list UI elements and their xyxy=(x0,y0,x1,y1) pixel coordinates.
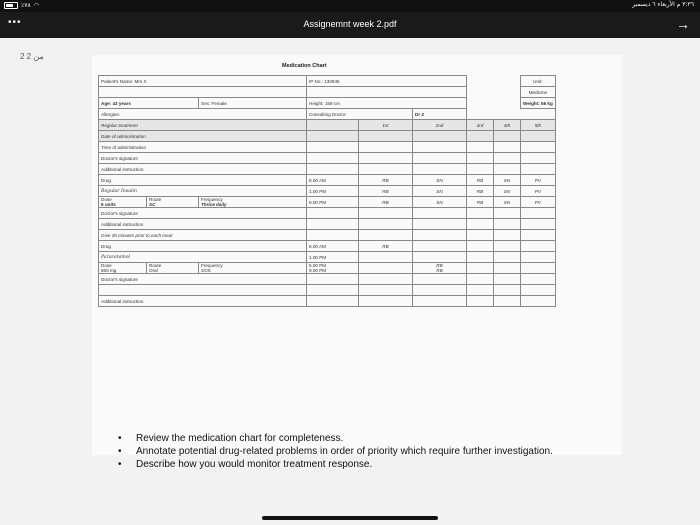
route-cell-1 xyxy=(147,197,199,208)
additional-instruction-2: Additional instruction xyxy=(99,219,307,230)
date-of-administration: Date of administration xyxy=(99,131,307,142)
dose-cell-1 xyxy=(99,197,147,208)
time-1pm: 1.00 PM xyxy=(307,186,359,197)
initial-rb: RB xyxy=(436,268,443,273)
dose-cell-2 xyxy=(99,263,147,274)
route-cell-2 xyxy=(147,263,199,274)
initial-pv: PV xyxy=(521,197,556,208)
dose-label: Dose xyxy=(101,263,112,268)
initial-pv: PV xyxy=(521,186,556,197)
additional-instruction-1: Additional instruction xyxy=(99,164,307,175)
initial-pv: PV xyxy=(521,175,556,186)
day-1: 1st xyxy=(359,120,413,131)
initial-rb: RB xyxy=(359,197,413,208)
wifi-icon: ◠ xyxy=(33,2,39,9)
drug-label-2: Drug xyxy=(99,241,307,252)
patient-age: Age: 43 years xyxy=(99,98,199,109)
battery-percent: ٪٧٨ xyxy=(21,2,31,9)
route-value: Oral xyxy=(149,268,158,273)
instruction-text: Give 30 minutes prior to each meal xyxy=(99,230,307,241)
doctors-signature-1: Doctor's signature xyxy=(99,153,307,164)
unit-label: Unit: xyxy=(521,76,556,87)
title-bar xyxy=(0,12,700,38)
medication-chart-table xyxy=(98,75,556,307)
drug-2-name: Paracetamol xyxy=(99,252,307,263)
regular-treatment: Regular treatment xyxy=(99,120,307,131)
time-8am: 8.00 AM xyxy=(307,241,359,252)
consulting-doctor: Consulting Doctor: xyxy=(307,109,413,120)
battery-icon xyxy=(4,2,18,9)
frequency-label: Frequency xyxy=(201,263,223,268)
more-icon[interactable]: ••• xyxy=(8,17,22,28)
route-label: Route xyxy=(149,263,162,268)
chart-title: Medication Chart xyxy=(282,63,327,69)
dose-label: Dose xyxy=(101,197,112,202)
day-5: 5th xyxy=(521,120,556,131)
drug-label-1: Drug xyxy=(99,175,307,186)
initial-rb: RB xyxy=(359,186,413,197)
initial-sn: SN xyxy=(494,175,521,186)
medicine-label: Medicine xyxy=(521,87,556,98)
drug-1-name: Regular Insulin xyxy=(99,186,307,197)
initial-sn: SN xyxy=(494,197,521,208)
status-datetime: ٣:٣٦ م الأربعاء ٦ ديسمبر xyxy=(632,1,694,8)
initial-rb: RB xyxy=(467,186,494,197)
initial-rb-stack xyxy=(413,263,467,274)
frequency-label: Frequency xyxy=(201,197,223,202)
forward-arrow-icon[interactable]: → xyxy=(676,16,690,32)
frequency-cell-1 xyxy=(199,197,307,208)
dose-value: 650 mg xyxy=(101,268,117,273)
frequency-value: SOS xyxy=(201,268,211,273)
doctors-signature-3: Doctor's signature xyxy=(99,274,307,285)
document-title: Assignemnt week 2.pdf xyxy=(303,19,397,29)
frequency-value: Thrice daily xyxy=(201,202,227,207)
doctor-name: Dr Z xyxy=(413,109,467,120)
bullet-item: • Annotate potential drug-related problems in order of priority which require further investigation. xyxy=(118,445,578,458)
pdf-page xyxy=(92,55,622,455)
patient-weight: Weight: 56 kg xyxy=(521,98,556,109)
initial-sn: SN xyxy=(413,197,467,208)
home-indicator[interactable] xyxy=(262,516,438,520)
initial-rb: RB xyxy=(359,241,413,252)
ip-number: IP No.: 130946 xyxy=(307,76,467,87)
initial-sn: SN xyxy=(413,186,467,197)
frequency-cell-2 xyxy=(199,263,307,274)
additional-instruction-3: Additional instruction xyxy=(99,296,307,307)
patient-sex: Sex: Female xyxy=(199,98,307,109)
page-indicator: 2 من 2 xyxy=(20,52,44,61)
dose-value: 6 units xyxy=(101,202,116,207)
time-5pm xyxy=(307,263,359,274)
assignment-bullets xyxy=(118,432,578,471)
time-5pm-text: 5.00 PM xyxy=(309,263,327,268)
initial-rb: RB xyxy=(359,175,413,186)
time-9pm-text: 9.00 PM xyxy=(309,268,327,273)
status-left xyxy=(4,2,39,9)
allergies-label: Allergies: xyxy=(99,109,307,120)
day-4: 4th xyxy=(494,120,521,131)
doctors-signature-2: Doctor's signature xyxy=(99,208,307,219)
initial-rb: RB xyxy=(436,263,443,268)
initial-rb: RB xyxy=(467,197,494,208)
status-bar xyxy=(0,0,700,12)
patient-name: Patient's Name: Mrs X xyxy=(99,76,307,87)
bullet-item: • Review the medication chart for completeness. xyxy=(118,432,578,445)
bullet-item: • Describe how you would monitor treatment response. xyxy=(118,458,578,471)
time-9pm: 9.00 PM xyxy=(307,197,359,208)
initial-sn: SN xyxy=(413,175,467,186)
time-of-administration: Time of administration xyxy=(99,142,307,153)
time-1pm: 1.00 PM xyxy=(307,252,359,263)
route-value: SC xyxy=(149,202,156,207)
day-2: 2nd xyxy=(413,120,467,131)
patient-height: Height: 159 cm xyxy=(307,98,467,109)
route-label: Route xyxy=(149,197,162,202)
initial-rb: RB xyxy=(467,175,494,186)
initial-sn: SN xyxy=(494,186,521,197)
day-3: 3rd xyxy=(467,120,494,131)
time-8am: 8.00 AM xyxy=(307,175,359,186)
